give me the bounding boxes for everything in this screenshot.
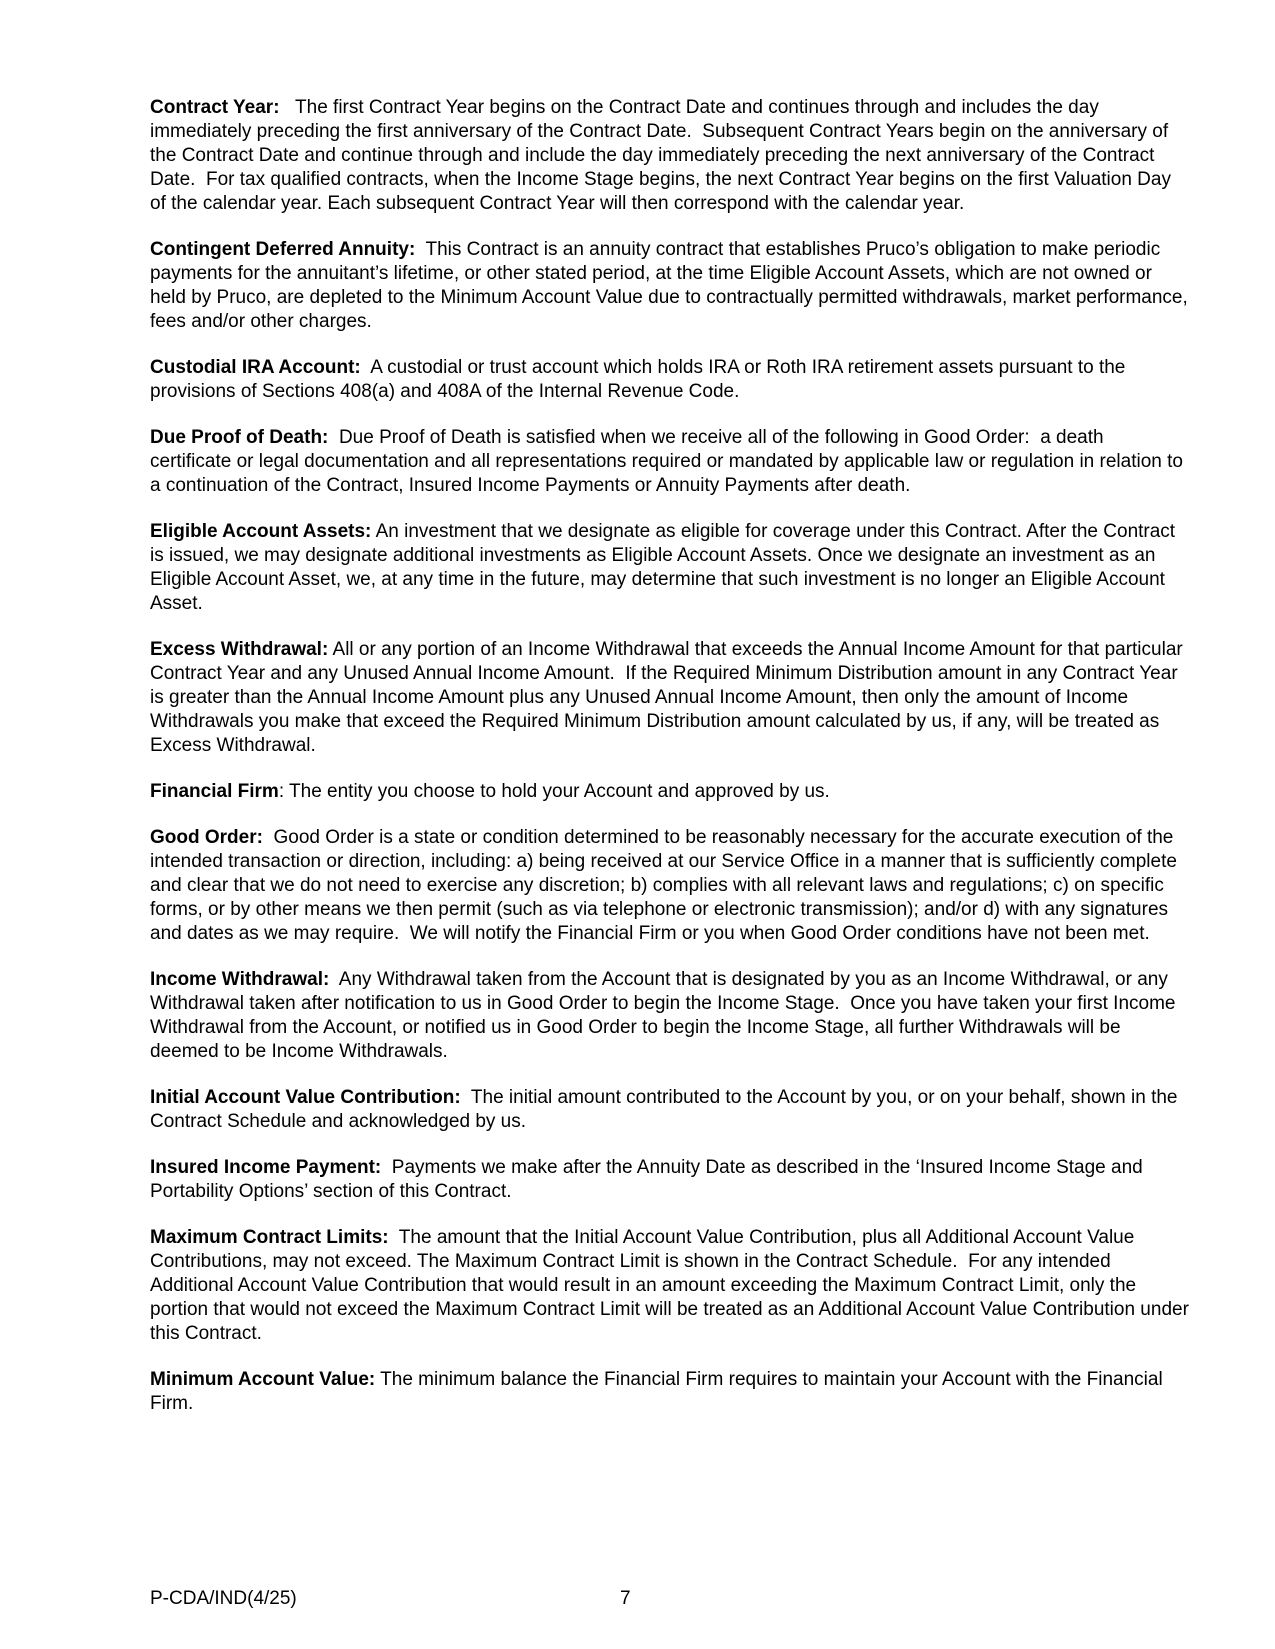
definitions-section xyxy=(150,96,1195,1438)
page-number: 7 xyxy=(620,1588,631,1609)
definition-term: Initial Account Value Contribution: xyxy=(150,1087,461,1108)
definition-good-order xyxy=(150,826,1190,946)
definition-body: This Contract is an annuity contract that establishes Pruco’s obligation to make periodic payments for the annuitant’s lifetime, or other stated period, at the time Eligible Account Assets, which are not owned or held by Pruco, are depleted to the Minimum Account Value due to contractually permitted withdrawals, market performance, fees and/or other charges. xyxy=(150,239,1194,332)
definition-body: Any Withdrawal taken from the Account that is designated by you as an Income Withdrawal, or any Withdrawal taken after notification to us in Good Order to begin the Income Stage. Once you have taken your first Income Withdrawal from the Account, or notified us in Good Order to begin the Income Stage, all further Withdrawals will be deemed to be Income Withdrawals. xyxy=(150,969,1181,1062)
definition-body: Good Order is a state or condition determined to be reasonably necessary for the accurate execution of the intended transaction or direction, including: a) being received at our Service Office in a manner that is sufficiently complete and clear that we do not need to exercise any discretion; b) complies with all relevant laws and regulations; c) on specific forms, or by other means we then permit (such as via telephone or electronic transmission); and/or d) with any signatures and dates as we may require. We will notify the Financial Firm or you when Good Order conditions have not been met. xyxy=(150,827,1183,944)
definition-body: The amount that the Initial Account Value Contribution, plus all Additional Account Value Contributions, may not exceed. The Maximum Contract Limit is shown in the Contract Schedule. For any intended Additional Account Value Contribution that would result in an amount exceeding the Maximum Contract Limit, only the portion that would not exceed the Maximum Contract Limit will be treated as an Additional Account Value Contribution under this Contract. xyxy=(150,1227,1195,1344)
definition-term: Minimum Account Value: xyxy=(150,1369,376,1390)
definition-body: The initial amount contributed to the Account by you, or on your behalf, shown in the Contract Schedule and acknowledged by us. xyxy=(150,1087,1183,1132)
definition-custodial-ira-account xyxy=(150,356,1190,404)
form-id: P-CDA/IND(4/25) xyxy=(150,1588,297,1609)
definition-eligible-account-assets xyxy=(150,520,1190,616)
definition-body: An investment that we designate as eligible for coverage under this Contract. After the Contract is issued, we may designate additional investments as Eligible Account Assets. Once we designate an investment as an Eligible Account Asset, we, at any time in the future, may determine that such investment is no longer an Eligible Account Asset. xyxy=(150,521,1181,614)
definition-contract-year xyxy=(150,96,1190,216)
definition-initial-account-value-contribution xyxy=(150,1086,1190,1134)
definition-term: Good Order: xyxy=(150,827,263,848)
definition-term: Insured Income Payment: xyxy=(150,1157,382,1178)
definition-insured-income-payment xyxy=(150,1156,1190,1204)
definition-term: Contingent Deferred Annuity: xyxy=(150,239,416,260)
definition-term: Excess Withdrawal: xyxy=(150,639,329,660)
definition-body: A custodial or trust account which holds IRA or Roth IRA retirement assets pursuant to the provisions of Sections 408(a) and 408A of the Internal Revenue Code. xyxy=(150,357,1131,402)
definition-body: : The entity you choose to hold your Account and approved by us. xyxy=(278,781,830,802)
definition-body: Payments we make after the Annuity Date as described in the ‘Insured Income Stage and Portability Options’ section of this Contract. xyxy=(150,1157,1148,1202)
definition-term: Eligible Account Assets: xyxy=(150,521,372,542)
definition-financial-firm xyxy=(150,780,1190,804)
definition-body: All or any portion of an Income Withdrawal that exceeds the Annual Income Amount for that particular Contract Year and any Unused Annual Income Amount. If the Required Minimum Distribution amount in any Contract Year is greater than the Annual Income Amount plus any Unused Annual Income Amount, then only the amount of Income Withdrawals you make that exceed the Required Minimum Distribution amount calculated by us, if any, will be treated as Excess Withdrawal. xyxy=(150,639,1188,756)
definition-term: Custodial IRA Account: xyxy=(150,357,361,378)
definition-body: The first Contract Year begins on the Contract Date and continues through and includes the day immediately preceding the first anniversary of the Contract Date. Subsequent Contract Years begin on the anniversary of the Contract Date and continue through and include the day immediately preceding the next anniversary of the Contract Date. For tax qualified contracts, when the Income Stage begins, the next Contract Year begins on the first Valuation Day of the calendar year. Each subsequent Contract Year will then correspond with the calendar year. xyxy=(150,97,1177,214)
definition-maximum-contract-limits xyxy=(150,1226,1195,1346)
definition-term: Financial Firm xyxy=(150,781,279,802)
definition-income-withdrawal xyxy=(150,968,1190,1064)
definition-body: Due Proof of Death is satisfied when we receive all of the following in Good Order: a death certificate or legal documentation and all representations required or mandated by applicable law or regulation in relation to a continuation of the Contract, Insured Income Payments or Annuity Payments after death. xyxy=(150,427,1189,496)
definition-term: Due Proof of Death: xyxy=(150,427,329,448)
definition-excess-withdrawal xyxy=(150,638,1190,758)
definition-due-proof-of-death xyxy=(150,426,1190,498)
definition-term: Contract Year: xyxy=(150,97,280,118)
definition-body: The minimum balance the Financial Firm requires to maintain your Account with the Financial Firm. xyxy=(150,1369,1168,1414)
definition-term: Maximum Contract Limits: xyxy=(150,1227,389,1248)
definition-contingent-deferred-annuity xyxy=(150,238,1194,334)
definition-minimum-account-value xyxy=(150,1368,1190,1416)
definition-term: Income Withdrawal: xyxy=(150,969,330,990)
